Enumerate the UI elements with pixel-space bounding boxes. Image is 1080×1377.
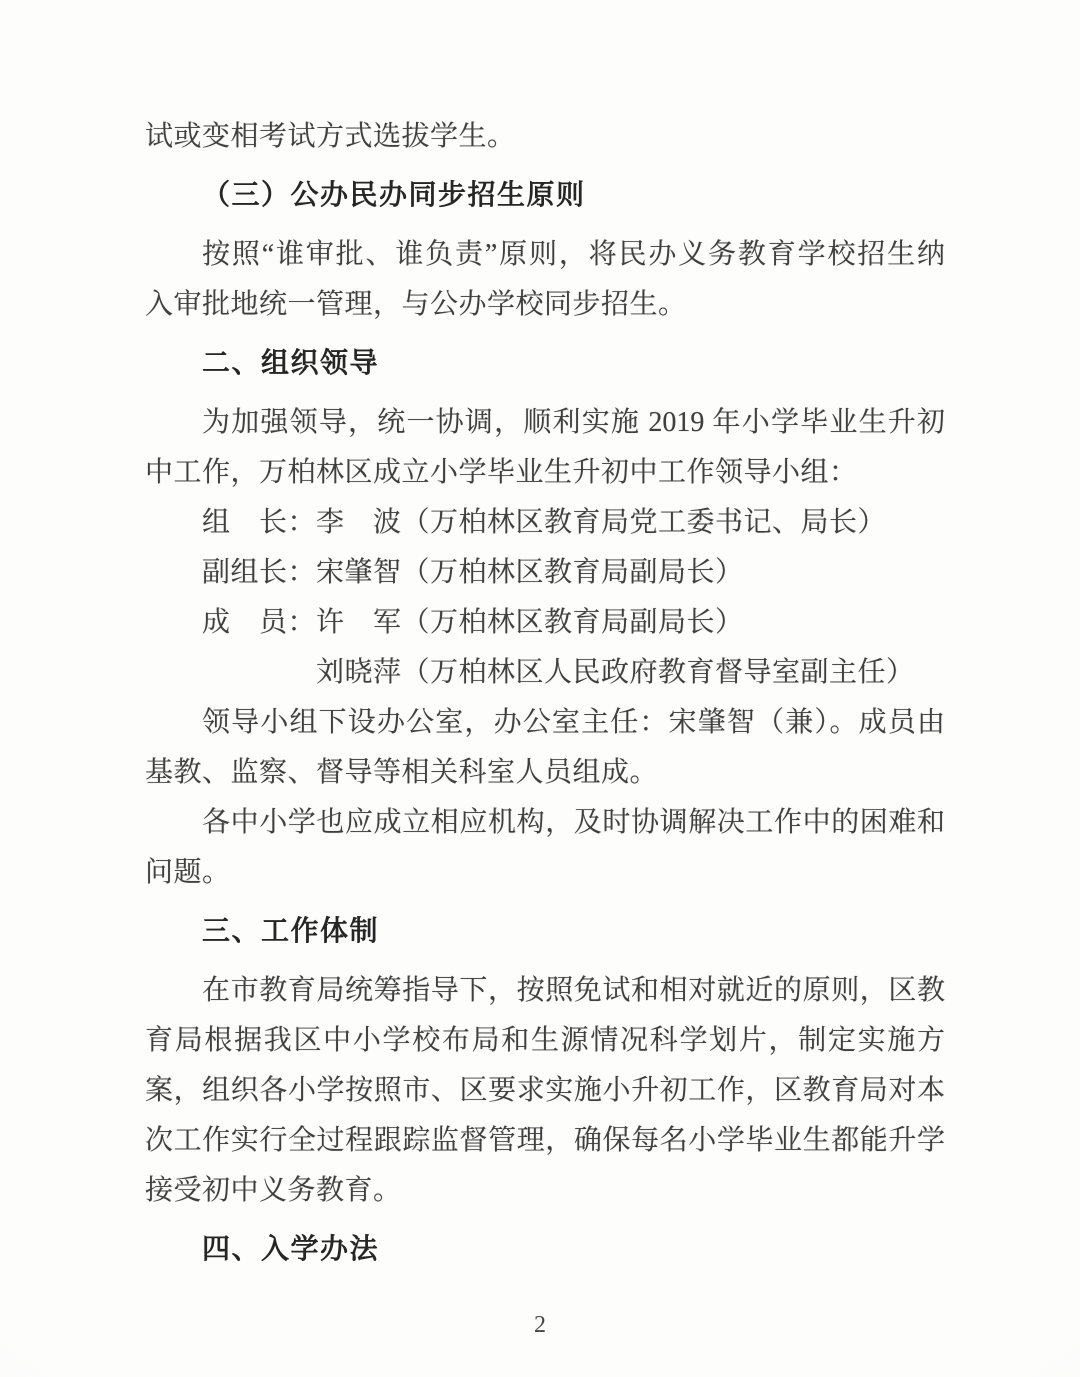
text-line: 育局根据我区中小学校布局和生源情况科学划片，制定实施方	[145, 1025, 945, 1056]
text-line: 试或变相考试方式选拔学生。	[145, 121, 516, 152]
text-line: 案，组织各小学按照市、区要求实施小升初工作，区教育局对本	[145, 1075, 945, 1106]
text-line: 入审批地统一管理，与公办学校同步招生。	[145, 289, 687, 320]
section-heading: （三）公办民办同步招生原则	[202, 179, 586, 210]
text-line: 各中小学也应成立相应机构，及时协调解决工作中的困难和	[202, 807, 945, 838]
text-line: 在市教育局统筹指导下，按照免试和相对就近的原则，区教	[202, 975, 945, 1006]
text-line: 组 长：李 波（万柏林区教育局党工委书记、局长）	[202, 507, 887, 538]
text-line: 按照“谁审批、谁负责”原则，将民办义务教育学校招生纳	[202, 239, 945, 270]
text-line: 次工作实行全过程跟踪监督管理，确保每名小学毕业生都能升学	[145, 1125, 945, 1156]
section-heading: 三、工作体制	[202, 915, 380, 946]
text-line: 为加强领导，统一协调，顺利实施 2019 年小学毕业生升初	[202, 407, 945, 438]
document-body	[145, 112, 945, 1284]
text-line: 中工作，万柏林区成立小学毕业生升初中工作领导小组：	[145, 457, 858, 488]
text-line: 问题。	[145, 857, 231, 888]
text-line: 接受初中义务教育。	[145, 1175, 402, 1206]
page-number: 2	[534, 1312, 546, 1338]
section-heading: 四、入学办法	[202, 1233, 380, 1264]
section-heading: 二、组织领导	[202, 347, 380, 378]
text-line: 成 员：许 军（万柏林区教育局副局长）	[202, 607, 744, 638]
text-line: 副组长：宋肇智（万柏林区教育局副局长）	[202, 557, 744, 588]
text-line: 基教、监察、督导等相关科室人员组成。	[145, 757, 659, 788]
text-line: 刘晓萍（万柏林区人民政府教育督导室副主任）	[316, 657, 915, 688]
text-line: 领导小组下设办公室，办公室主任：宋肇智（兼）。成员由	[202, 707, 945, 738]
